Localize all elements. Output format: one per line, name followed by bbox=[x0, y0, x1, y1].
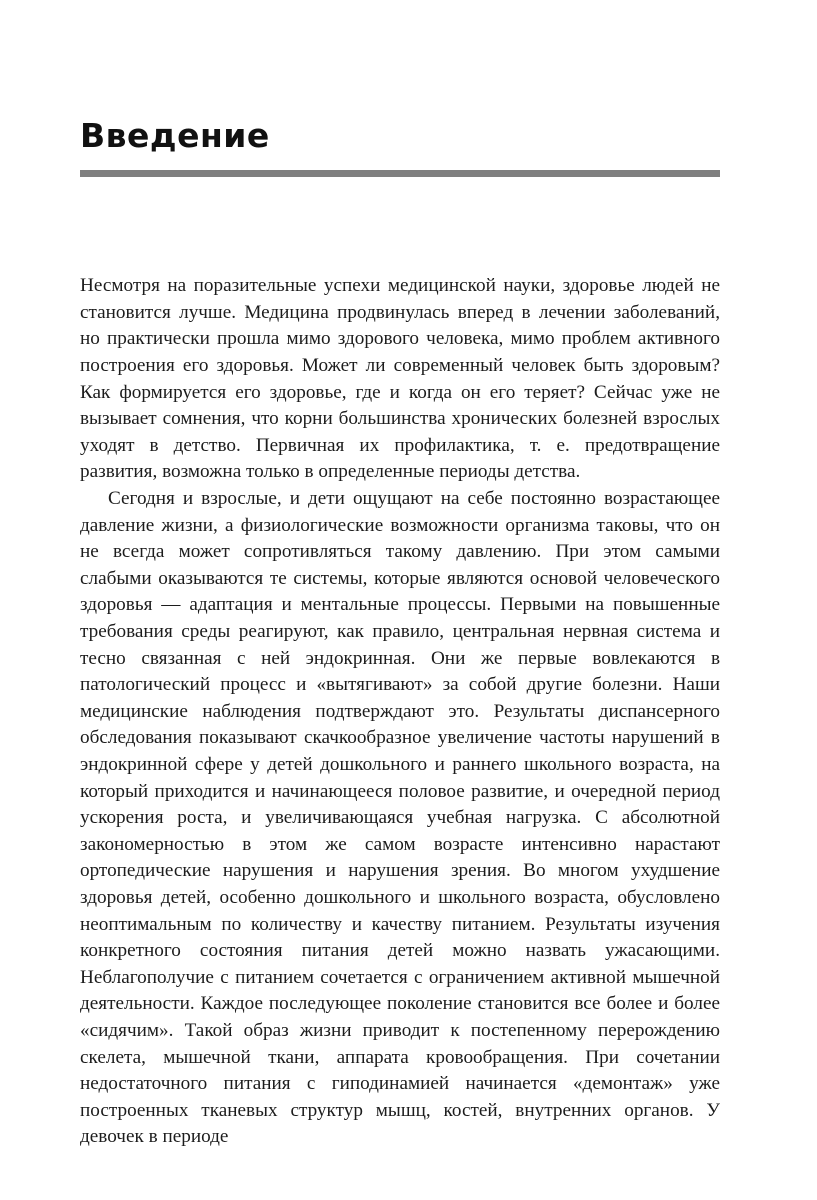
body-text bbox=[80, 273, 720, 1151]
page-content bbox=[80, 118, 720, 1151]
page-title: Введение bbox=[80, 116, 270, 155]
title-divider bbox=[80, 170, 720, 177]
paragraph: Несмотря на поразительные успехи медицинской науки, здоровье людей не становится лучше. Медицина продвинулась вперед в лечении заболеваний, но практически прошла мимо здорового человека, мимо проблем активного построения его здоровья. Может ли современный человек быть здоровым? Как формируется его здоровье, где и когда он его теряет? Сейчас уже не вызывает сомнения, что корни большинства хронических болезней взрослых уходят в детство. Первичная их профилактика, т. е. предотвращение развития, возможна только в определенные периоды детства. bbox=[80, 275, 720, 483]
paragraph: Сегодня и взрослые, и дети ощущают на себе постоянно возрастающее давление жизни, а физиологические возможности организма таковы, что он не всегда может сопротивляться такому давлению. При этом самыми слабыми оказываются те системы, которые являются основой человеческого здоровья — адаптация и ментальные процессы. Первыми на повышенные требования среды реагируют, как правило, центральная нервная система и тесно связанная с ней эндокринная. Они же первые вовлекаются в патологический процесс и «вытягивают» за собой другие болезни. Наши медицинские наблюдения подтверждают это. Результаты диспансерного обследования показывают скачкообразное увеличение частоты нарушений в эндокринной сфере у детей дошкольного и раннего школьного возраста, на который приходится и начинающееся половое развитие, и очередной период ускорения роста, и увеличивающаяся учебная нагрузка. С абсолютной закономерностью в этом же самом возрасте интенсивно нарастают ортопедические нарушения и нарушения зрения. Во многом ухудшение здоровья детей, особенно дошкольного и школьного возраста, обусловлено неоптимальным по количеству и качеству питанием. Результаты изучения конкретного состояния питания детей можно назвать ужасающими. Неблагополучие с питанием сочетается с ограничением активной мышечной деятельности. Каждое последующее поколение становится все более и более «сидячим». Такой образ жизни приводит к постепенному перерождению скелета, мышечной ткани, аппарата кровообращения. При сочетании недостаточного питания с гиподинамией начинается «демонтаж» уже построенных тканевых структур мышц, костей, внутренних органов. У девочек в периоде bbox=[80, 488, 720, 1148]
